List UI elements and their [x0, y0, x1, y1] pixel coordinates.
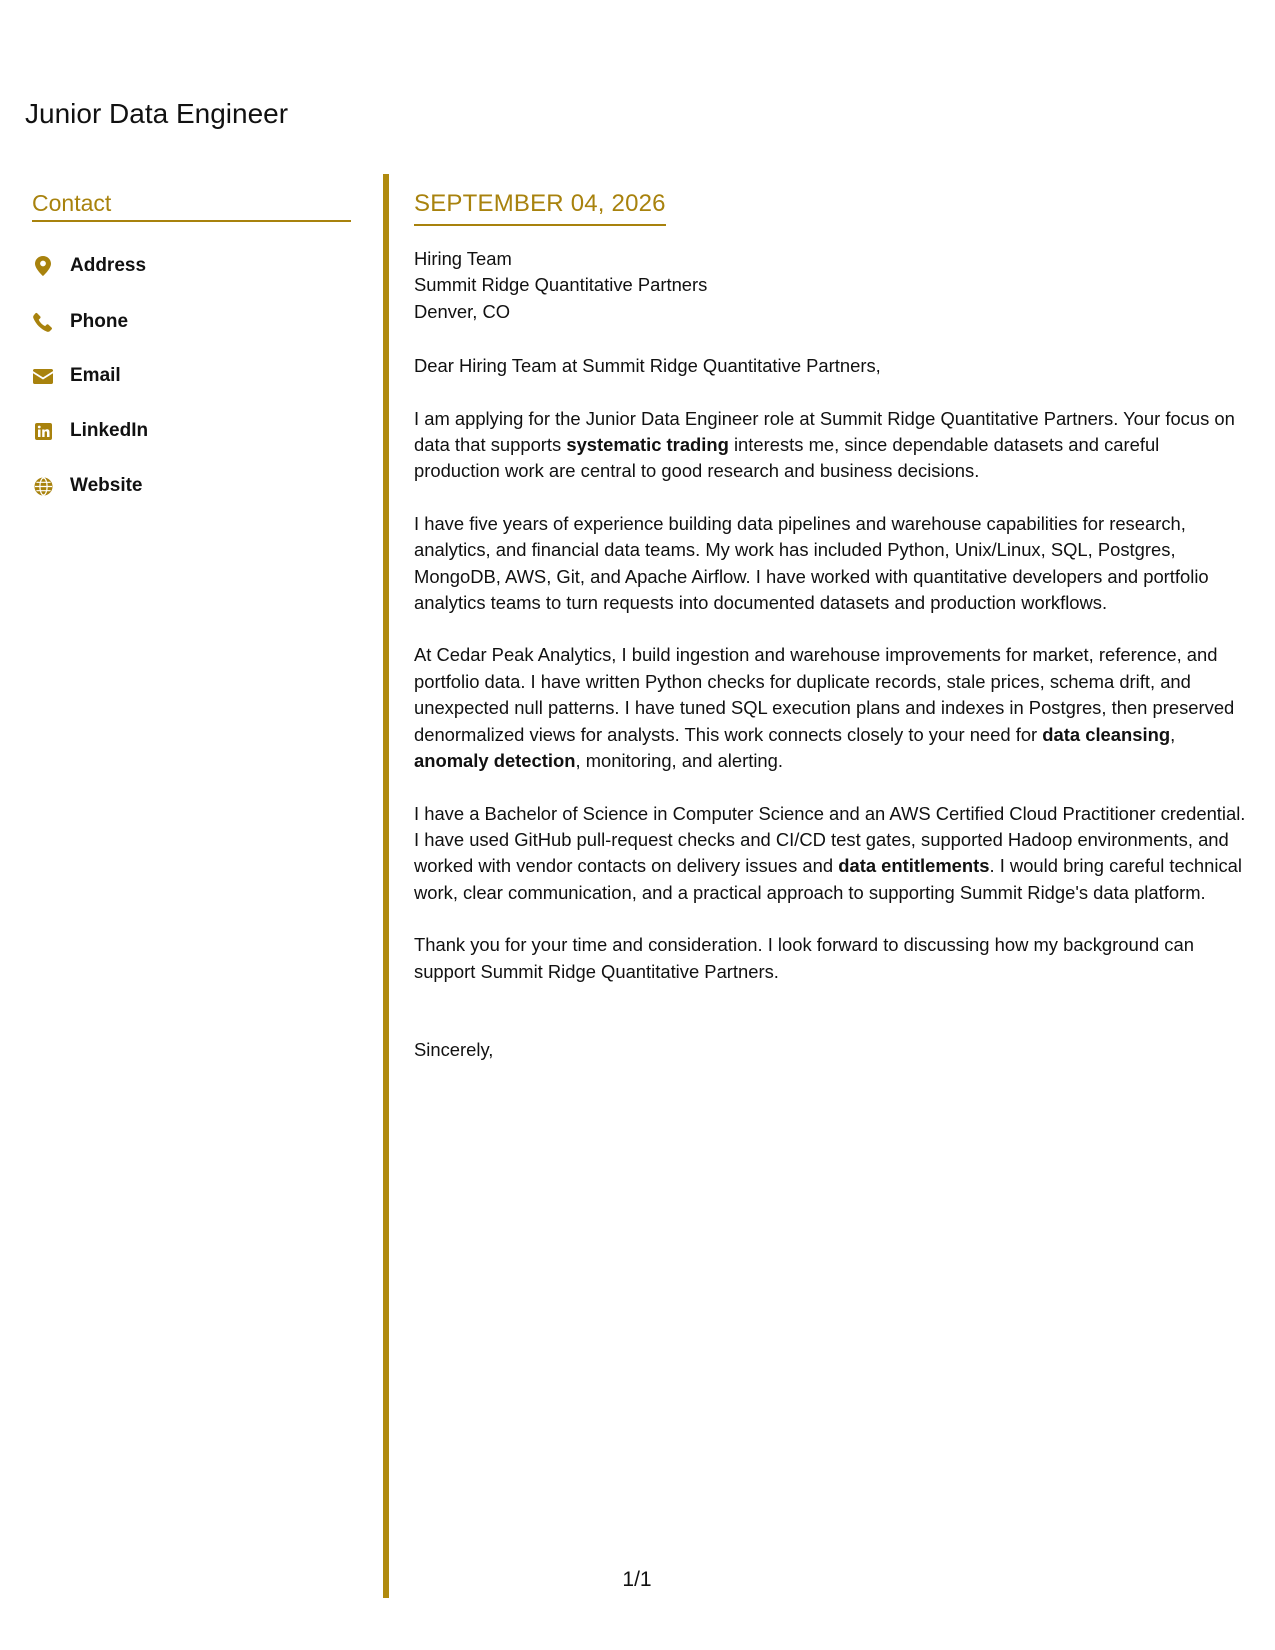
letter-body — [414, 190, 1246, 1063]
paragraph-cedar-peak — [414, 642, 1246, 774]
text-run: , — [1170, 723, 1176, 745]
contact-label-phone: Phone — [70, 311, 129, 332]
contact-label-address: Address — [70, 255, 147, 276]
contact-label-website: Website — [70, 475, 143, 496]
vertical-divider — [383, 174, 389, 1598]
text-run: . I would bring careful technical work, clear communication, and a practical approach to supporting Summit Ridge's data platform. — [414, 855, 1242, 903]
phone-icon — [32, 311, 54, 333]
bold-text: systematic trading — [566, 434, 729, 456]
contact-item-address[interactable] — [32, 252, 146, 280]
paragraph-education — [414, 801, 1246, 907]
contact-heading: Contact — [32, 190, 351, 222]
paragraph-experience: I have five years of experience building data pipelines and warehouse capabilities for research, analytics, and financial data teams. My work has included Python, Unix/Linux, SQL, Postgres, MongoDB, AWS, Git, and Apache Airflow. I have worked with quantitative developers and portfolio analytics teams to turn requests into documented datasets and production workflows. — [414, 512, 1209, 614]
linkedin-icon — [32, 420, 54, 442]
text-run: I am applying for the Junior Data Engineer role at Summit Ridge Quantitative Partners. Your focus on data that supports — [414, 407, 1235, 456]
paragraph-intro — [414, 406, 1246, 485]
bold-text: data cleansing — [1042, 723, 1171, 745]
page-title: Junior Data Engineer — [25, 98, 289, 129]
contact-item-linkedin[interactable] — [32, 417, 148, 445]
contact-label-email: Email — [70, 365, 121, 386]
text-run: I have a Bachelor of Science in Computer Science and an AWS Certified Cloud Practitioner credential. I have used GitHub pull-request checks and CI/CD test gates, supported Hadoop environments, and worked with vendor contacts on delivery issues and — [414, 802, 1246, 877]
envelope-icon — [32, 365, 54, 387]
recipient-line: Hiring Team — [414, 248, 512, 269]
contact-label-linkedin: LinkedIn — [70, 420, 149, 441]
contact-sidebar — [32, 190, 351, 496]
recipient-line: Summit Ridge Quantitative Partners — [414, 274, 708, 296]
paragraph-thanks: Thank you for your time and consideration. I look forward to discussing how my background can support Summit Ridge Quantitative Partners. — [414, 934, 1194, 982]
closing: Sincerely, — [414, 1038, 494, 1060]
recipient-block — [414, 246, 1246, 325]
recipient-line: Denver, CO — [414, 300, 511, 322]
salutation: Dear Hiring Team at Summit Ridge Quantitative Partners, — [414, 355, 881, 377]
contact-item-phone[interactable] — [32, 308, 128, 336]
contact-item-email[interactable] — [32, 362, 121, 390]
text-run: At Cedar Peak Analytics, I build ingestion and warehouse improvements for market, reference, and portfolio data. I have written Python checks for duplicate records, stale prices, schema drift, and unexpected null patterns. I have tuned SQL execution plans and indexes in Postgres, then preserved denormalized views for analysts. This work connects closely to your need for — [414, 644, 1235, 745]
text-run: interests me, since dependable datasets and careful production work are central to good research and business decisions. — [414, 434, 1160, 482]
bold-text: anomaly detection — [414, 750, 576, 772]
text-run: , monitoring, and alerting. — [575, 750, 783, 772]
page-number: 1/1 — [622, 1568, 652, 1591]
bold-text: data entitlements — [838, 855, 990, 877]
letter-date: SEPTEMBER 04, 2026 — [414, 190, 666, 226]
globe-icon — [32, 475, 54, 497]
contact-item-website[interactable] — [32, 472, 143, 500]
map-pin-icon — [32, 255, 54, 277]
